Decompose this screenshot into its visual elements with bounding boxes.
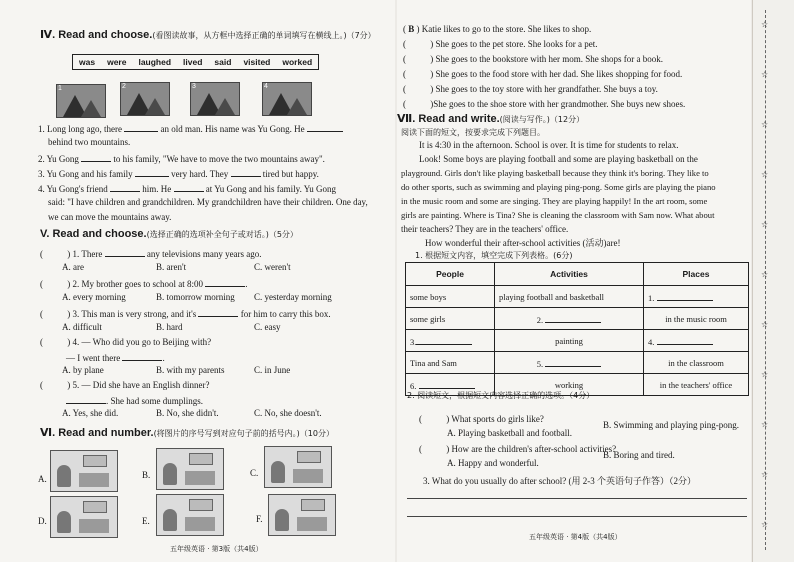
table-cell: painting xyxy=(495,330,644,352)
picture-label-b: B. xyxy=(142,470,151,480)
s5-q3-c: C. easy xyxy=(254,322,281,332)
star-icon: ☆ xyxy=(761,420,769,429)
page-footer-left: 五年级英语 · 第3版（共4版） xyxy=(170,545,263,553)
dashed-line xyxy=(765,10,766,550)
s5-q4-reply: — I went there . xyxy=(66,353,165,363)
table-cell-blank[interactable]: 2. xyxy=(495,308,644,330)
star-icon: ☆ xyxy=(761,220,769,229)
table-cell-blank[interactable]: 5. xyxy=(495,352,644,374)
table-header-row xyxy=(406,263,749,286)
picture-label-f: F. xyxy=(256,514,263,524)
passage-line-6: girls are painting. Where is Tina? She is cleaning the classroom with Sam now. What about xyxy=(401,210,715,220)
s4-line-1: 1. Long long ago, there an old man. His name was Yu Gong. He xyxy=(38,122,343,135)
blank[interactable] xyxy=(124,122,158,132)
s5-q5-b: B. No, she didn't. xyxy=(156,408,219,418)
section-4-title: Ⅳ. Read and choose.(看图读故事，从方框中选择正确的单词填写在横线上。)（7分） xyxy=(40,29,376,41)
picture-f xyxy=(268,494,336,536)
passage-line-5: in the music room and some are singing. They are playing happily! In the art room, some xyxy=(401,196,708,206)
table-cell: some boys xyxy=(406,286,495,308)
answer-b: B xyxy=(408,24,415,34)
star-icon: ☆ xyxy=(761,370,769,379)
story-picture-2: 2 xyxy=(120,82,170,116)
matching-row-4: ( ) She goes to the food store with her dad. She likes shopping for food. xyxy=(403,69,683,79)
picture-label-e: E. xyxy=(142,516,150,526)
column-header-activities: Activities xyxy=(495,263,644,286)
passage-line-1: It is 4:30 in the afternoon. School is over. It is time for students to relax. xyxy=(419,140,679,150)
blank[interactable] xyxy=(66,394,106,404)
question-2a-option-a: A. Playing basketball and football. xyxy=(447,428,572,438)
story-picture-1: 1 xyxy=(56,84,106,118)
s4-line-4: 3. Yu Gong and his family very hard. They tired but happy. xyxy=(38,169,319,179)
picture-a xyxy=(50,450,118,492)
word-laughed: laughed xyxy=(138,57,172,67)
table-row xyxy=(406,330,749,352)
table-row xyxy=(406,286,749,308)
table-cell-blank[interactable]: 6. xyxy=(406,374,495,396)
blank[interactable] xyxy=(231,167,261,177)
passage-line-4: do other sports, such as swimming and playing ping-pong. Some girls are playing the piano xyxy=(401,182,716,192)
s4-line-2: behind two mountains. xyxy=(48,137,131,147)
table-cell: playing football and basketball xyxy=(495,286,644,308)
star-icon: ☆ xyxy=(761,270,769,279)
table-cell: some girls xyxy=(406,308,495,330)
s4-line-6: said: "I have children and grandchildren. My grandchildren have their children. One day, xyxy=(48,197,368,207)
star-icon: ☆ xyxy=(761,20,769,29)
s5-q1-c: C. weren't xyxy=(254,262,291,272)
passage-line-8: How wonderful their after-school activities (活动)are! xyxy=(425,238,621,248)
word-said: said xyxy=(214,57,232,67)
s5-q2-a: A. every morning xyxy=(62,292,126,302)
question-2a-option-b: B. Swimming and playing ping-pong. xyxy=(603,420,739,430)
blank[interactable] xyxy=(135,167,169,177)
star-icon: ☆ xyxy=(761,470,769,479)
question-2b: ( ) How are the children's after-school activities? xyxy=(419,444,617,454)
question-3: 3. What do you usually do after school? (用 2-3 个英语句子作答）（2分） xyxy=(423,476,697,486)
s5-q3-a: A. difficult xyxy=(62,322,102,332)
answer-line-2[interactable] xyxy=(407,516,747,517)
blank[interactable] xyxy=(307,122,343,132)
table-cell-blank[interactable]: 4. xyxy=(644,330,749,352)
passage-line-7: their teachers? They are in the teachers' office. xyxy=(401,224,569,234)
question-2a: ( ) What sports do girls like? xyxy=(419,414,544,424)
matching-row-1: ( B ) Katie likes to go to the store. She likes to shop. xyxy=(403,24,592,34)
page-footer-right: 五年级英语 · 第4版（共4版） xyxy=(529,533,622,541)
s5-q2-b: B. tomorrow morning xyxy=(156,292,235,302)
matching-row-3: ( ) She goes to the bookstore with her mom. She shops for a book. xyxy=(403,54,663,64)
page-right xyxy=(397,0,751,562)
question-2-instruction: 2. 阅读短文，根据短文内容选择正确的选项。（4分） xyxy=(407,391,595,400)
s4-line-3: 2. Yu Gong to his family, "We have to move the two mountains away". xyxy=(38,154,325,164)
s4-line-7: we can move the mountains away. xyxy=(48,212,172,222)
blank[interactable] xyxy=(122,351,162,361)
table-cell: Tina and Sam xyxy=(406,352,495,374)
s5-q1-b: B. aren't xyxy=(156,262,187,272)
star-icon: ☆ xyxy=(761,170,769,179)
star-icon: ☆ xyxy=(761,320,769,329)
table-cell: in the classroom xyxy=(644,352,749,374)
column-header-people: People xyxy=(406,263,495,286)
word-visited: visited xyxy=(243,57,271,67)
table-cell: working xyxy=(495,374,644,396)
answer-line-1[interactable] xyxy=(407,498,747,499)
picture-label-a: A. xyxy=(38,474,47,484)
word-box xyxy=(72,54,319,70)
blank[interactable] xyxy=(105,247,145,257)
section-6-title: Ⅵ. Read and number.(将图片的序号写到对应句子前的括号内。)（10分） xyxy=(40,427,334,439)
s5-q2: ( ) 2. My brother goes to school at 8:00 . xyxy=(40,279,248,289)
picture-c xyxy=(264,446,332,488)
question-1-instruction: 1. 根据短文内容，填空完成下列表格。(6分) xyxy=(415,251,573,260)
star-icon: ☆ xyxy=(761,520,769,529)
picture-b xyxy=(156,448,224,490)
s5-q4: ( ) 4. — Who did you go to Beijing with? xyxy=(40,337,212,347)
blank[interactable] xyxy=(174,182,204,192)
star-icon: ☆ xyxy=(761,70,769,79)
s5-q2-c: C. yesterday morning xyxy=(254,292,332,302)
picture-label-d: D. xyxy=(38,516,47,526)
s5-q5-reply: . She had some dumplings. xyxy=(66,394,203,407)
s5-q5-c: C. No, she doesn't. xyxy=(254,408,322,418)
section-5-title: V. Read and choose.(选择正确的选项补全句子或对话。)（5分） xyxy=(40,228,298,240)
s5-q1: ( ) 1. There any televisions many years ago. xyxy=(40,249,262,259)
word-lived: lived xyxy=(183,57,203,67)
s5-q4-a: A. by plane xyxy=(62,365,104,375)
table-cell-blank[interactable]: 3. xyxy=(406,330,495,352)
table-cell: in the teachers' office xyxy=(644,374,749,396)
s5-q3: ( ) 3. This man is very strong, and it's for him to carry this box. xyxy=(40,309,331,319)
binding-margin xyxy=(752,0,794,562)
matching-row-6: ( )She goes to the shoe store with her grandmother. She buys new shoes. xyxy=(403,99,686,109)
s5-q5: ( ) 5. — Did she have an English dinner? xyxy=(40,380,210,390)
s5-q5-a: A. Yes, she did. xyxy=(62,408,119,418)
blank[interactable] xyxy=(81,152,111,162)
s5-q4-b: B. with my parents xyxy=(156,365,225,375)
matching-row-2: ( ) She goes to the pet store. She looks for a pet. xyxy=(403,39,598,49)
section-7-title: Ⅶ. Read and write.(阅读与写作。)（12分） xyxy=(397,113,585,125)
s5-q3-b: B. hard xyxy=(156,322,183,332)
s4-line-5: 4. Yu Gong's friend him. He at Yu Gong and his family. Yu Gong xyxy=(38,184,337,194)
question-2b-option-a: A. Happy and wonderful. xyxy=(447,458,539,468)
passage-line-2: Look! Some boys are playing football and some are playing basketball on the xyxy=(419,154,698,164)
blank[interactable] xyxy=(110,182,140,192)
s5-q4-c: C. in June xyxy=(254,365,291,375)
table-cell: in the music room xyxy=(644,308,749,330)
table-row xyxy=(406,352,749,374)
blank[interactable] xyxy=(205,277,245,287)
picture-e xyxy=(156,494,224,536)
page-left xyxy=(0,0,395,562)
word-was: was xyxy=(79,57,96,67)
reading-instruction: 阅读下面的短文，按要求完成下列题目。 xyxy=(401,128,545,137)
table-cell-blank[interactable]: 1. xyxy=(644,286,749,308)
passage-line-3: playground. Girls don't like playing basketball because they think it's boring. They like to xyxy=(401,168,709,178)
story-picture-4: 4 xyxy=(262,82,312,116)
word-were: were xyxy=(107,57,127,67)
table-row xyxy=(406,308,749,330)
column-header-places: Places xyxy=(644,263,749,286)
blank[interactable] xyxy=(198,307,238,317)
question-2b-option-b: B. Boring and tired. xyxy=(603,450,675,460)
star-icon: ☆ xyxy=(761,120,769,129)
matching-row-5: ( ) She goes to the toy store with her grandfather. She buys a toy. xyxy=(403,84,658,94)
picture-label-c: C. xyxy=(250,468,259,478)
s5-q1-a: A. are xyxy=(62,262,84,272)
activities-table xyxy=(405,262,749,396)
picture-d xyxy=(50,496,118,538)
story-picture-3: 3 xyxy=(190,82,240,116)
word-worked: worked xyxy=(282,57,313,67)
